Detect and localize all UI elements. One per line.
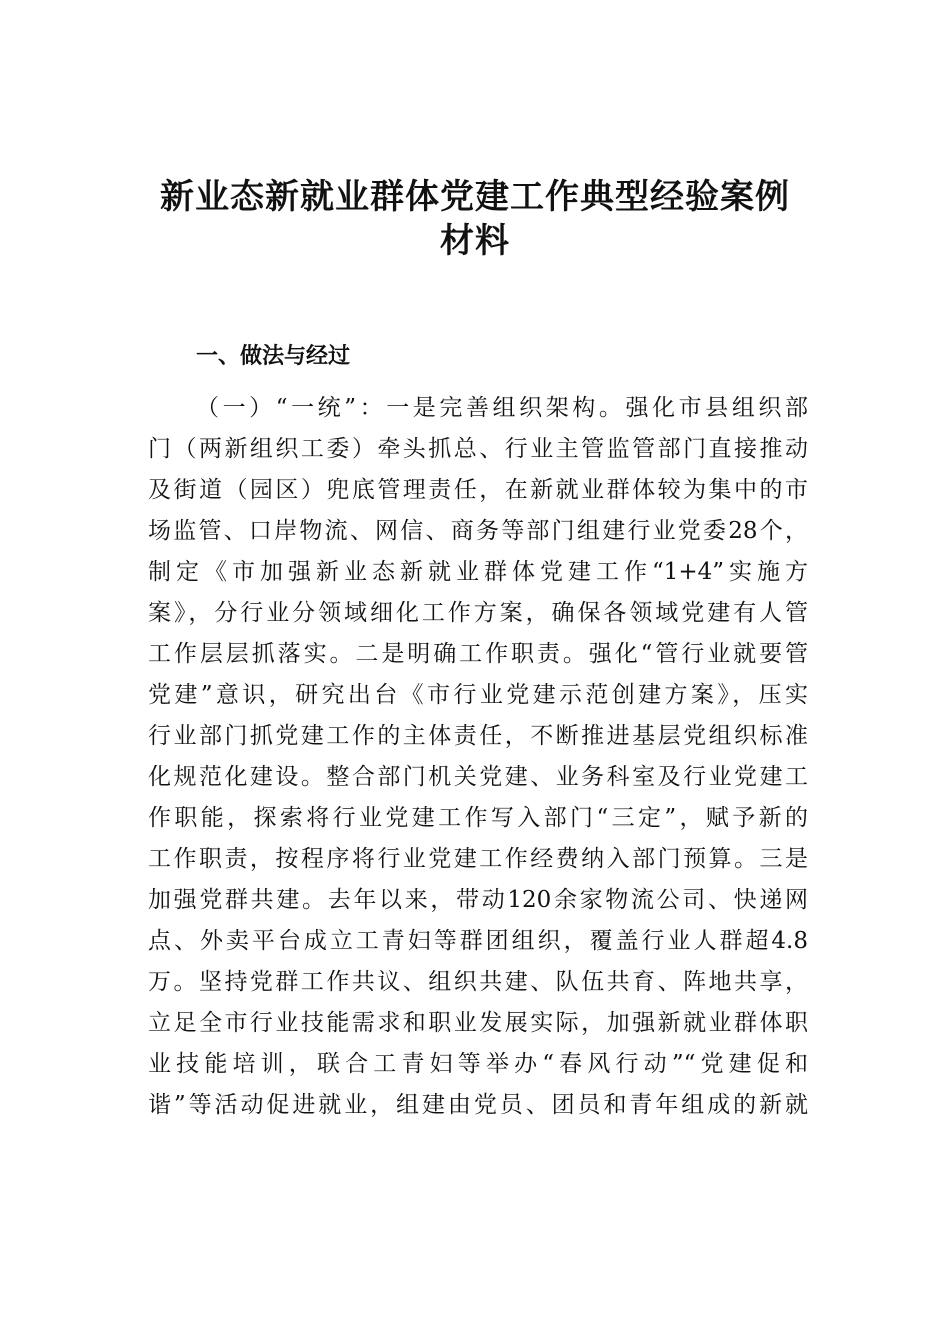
paragraph-line: 加强党群共建。去年以来，带动120余家物流公司、快递网 bbox=[148, 887, 808, 913]
paragraph-line: 党建”意识，研究出台《市行业党建示范创建方案》，压实 bbox=[148, 682, 808, 708]
body-paragraph bbox=[148, 392, 808, 1130]
paragraph-line: 业技能培训，联合工青妇等举办“春风行动”“党建促和 bbox=[148, 1051, 808, 1077]
paragraph-line: 门（两新组织工委）牵头抓总、行业主管监管部门直接推动 bbox=[148, 436, 808, 462]
paragraph-line: 工作职责，按程序将行业党建工作经费纳入部门预算。三是 bbox=[148, 846, 808, 872]
paragraph-line: 案》，分行业分领域细化工作方案，确保各领域党建有人管 bbox=[148, 600, 808, 626]
document-title-line-1: 新业态新就业群体党建工作典型经验案例 bbox=[160, 177, 790, 217]
paragraph-line: （一）“一统”：一是完善组织架构。强化市县组织部 bbox=[196, 395, 808, 421]
paragraph-line: 行业部门抓党建工作的主体责任，不断推进基层党组织标准 bbox=[148, 723, 808, 749]
paragraph-line: 作职能，探索将行业党建工作写入部门“三定”，赋予新的 bbox=[148, 805, 808, 831]
paragraph-line: 点、外卖平台成立工青妇等群团组织，覆盖行业人群超4.8 bbox=[148, 928, 808, 954]
paragraph-line: 化规范化建设。整合部门机关党建、业务科室及行业党建工 bbox=[148, 764, 808, 790]
paragraph-line: 万。坚持党群工作共议、组织共建、队伍共育、阵地共享， bbox=[148, 969, 808, 995]
paragraph-line: 立足全市行业技能需求和职业发展实际，加强新就业群体职 bbox=[148, 1010, 808, 1036]
section-heading: 一、做法与经过 bbox=[196, 344, 351, 369]
paragraph-line: 谐”等活动促进就业，组建由党员、团员和青年组成的新就 bbox=[148, 1092, 808, 1118]
document-title-line-2: 材料 bbox=[440, 221, 510, 261]
paragraph-line: 工作层层抓落实。二是明确工作职责。强化“管行业就要管 bbox=[148, 641, 808, 667]
paragraph-line: 场监管、口岸物流、网信、商务等部门组建行业党委28个， bbox=[148, 518, 808, 544]
paragraph-line: 制定《市加强新业态新就业群体党建工作“1+4”实施方 bbox=[148, 559, 808, 585]
paragraph-line: 及街道（园区）兜底管理责任，在新就业群体较为集中的市 bbox=[148, 477, 808, 503]
